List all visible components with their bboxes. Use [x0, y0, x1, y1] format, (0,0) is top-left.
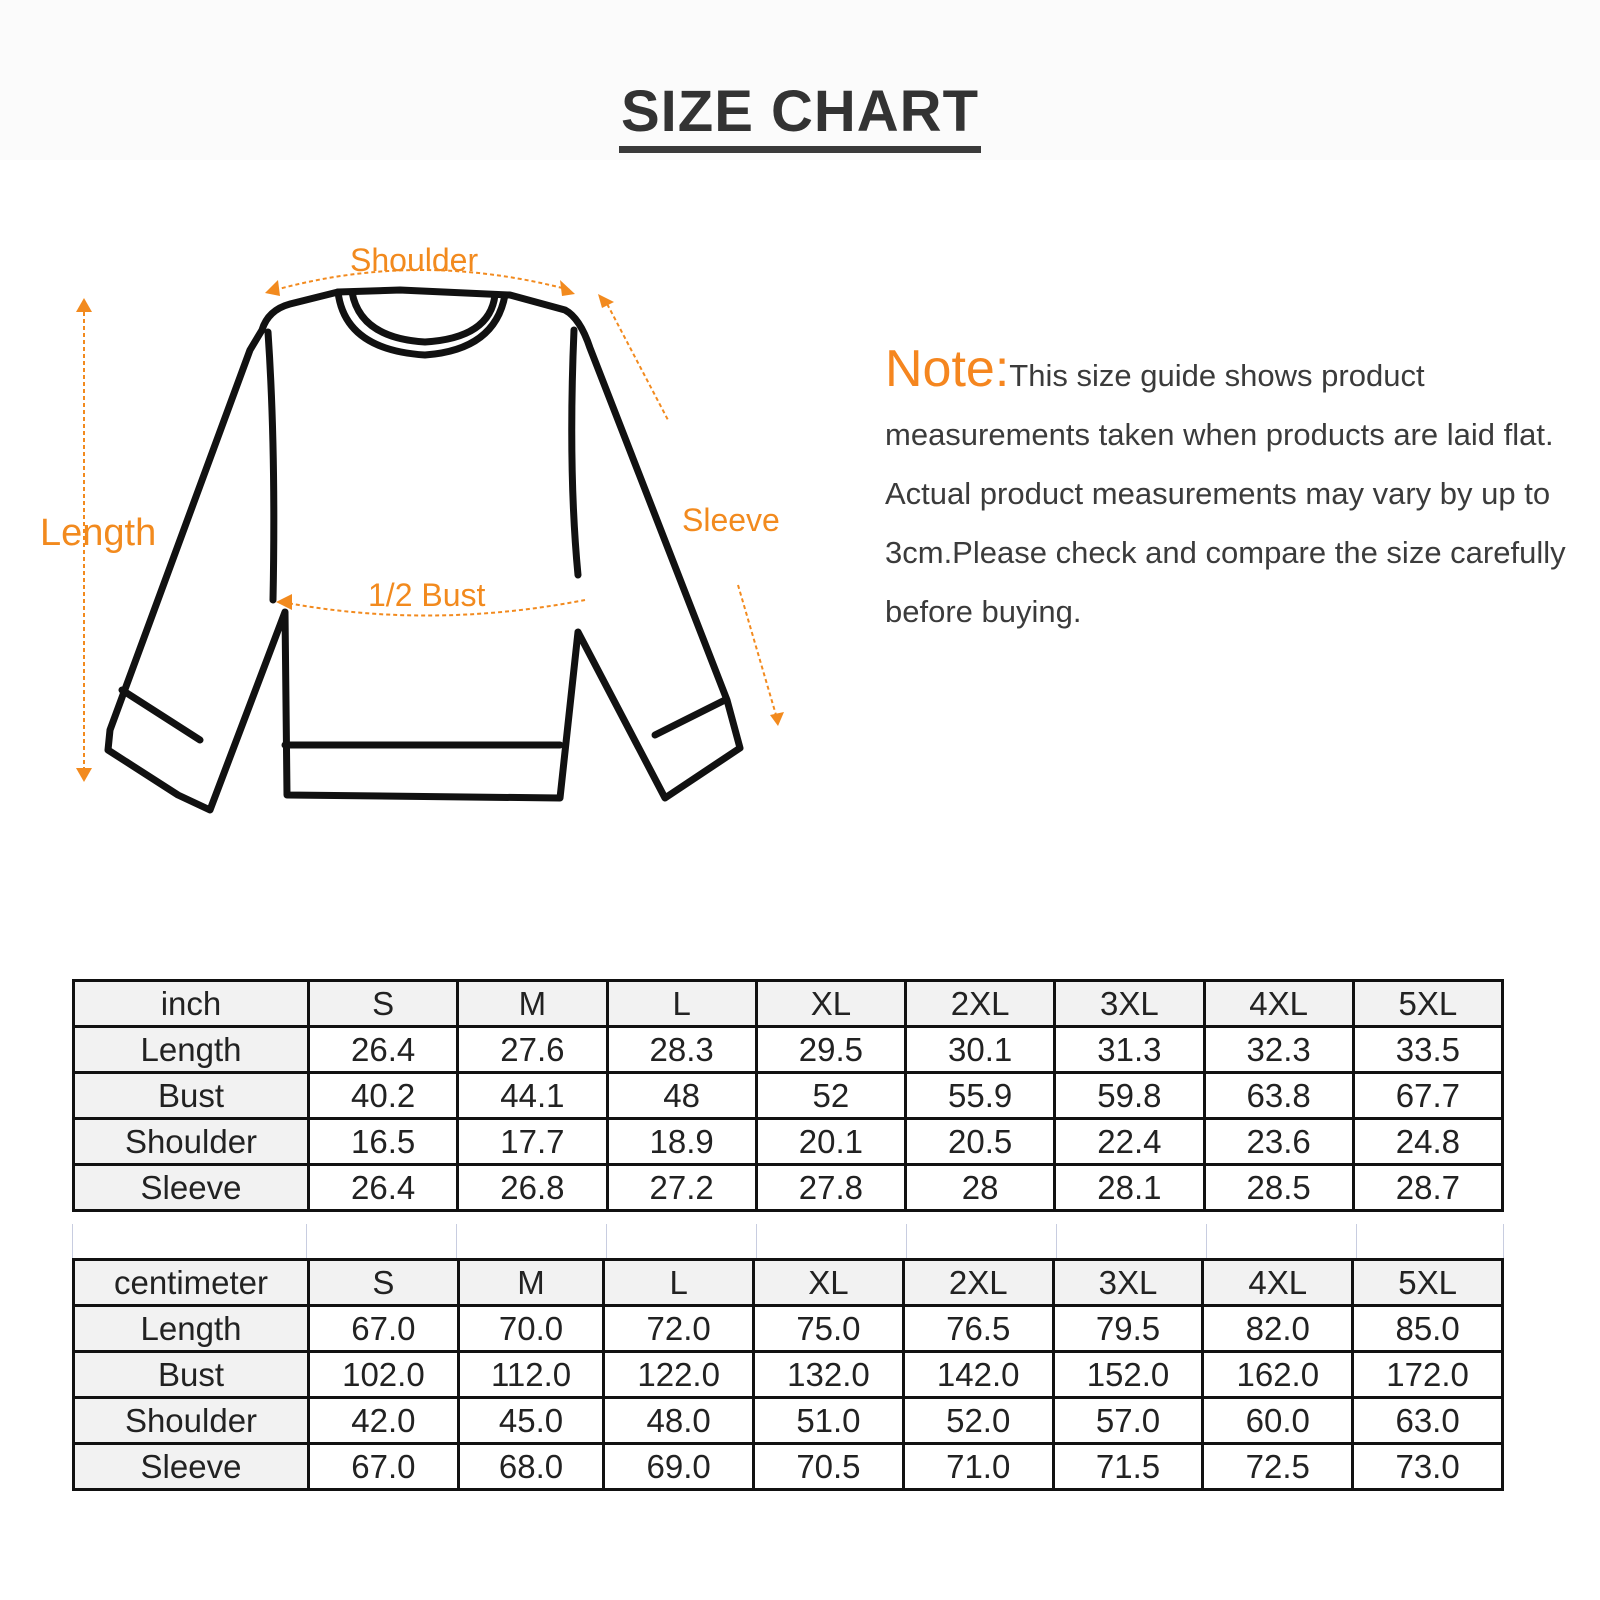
- cell: 42.0: [309, 1398, 459, 1444]
- cell: 85.0: [1353, 1306, 1503, 1352]
- size-header: M: [458, 981, 607, 1027]
- table-row: [74, 1165, 1503, 1211]
- cell: 68.0: [458, 1444, 603, 1490]
- cell: 70.0: [458, 1306, 603, 1352]
- cell: 67.0: [309, 1444, 459, 1490]
- bust-label: 1/2 Bust: [368, 577, 486, 613]
- garment-diagram: [0, 220, 840, 840]
- cell: 33.5: [1353, 1027, 1502, 1073]
- cell: 132.0: [754, 1352, 904, 1398]
- cell: 55.9: [906, 1073, 1055, 1119]
- cell: 28.1: [1055, 1165, 1204, 1211]
- row-label: Shoulder: [74, 1119, 309, 1165]
- spacer-line: [756, 1224, 757, 1260]
- size-header: 5XL: [1353, 1260, 1503, 1306]
- cell: 32.3: [1204, 1027, 1353, 1073]
- cell: 30.1: [906, 1027, 1055, 1073]
- note-block: [885, 340, 1575, 641]
- cell: 59.8: [1055, 1073, 1204, 1119]
- cell: 63.0: [1353, 1398, 1503, 1444]
- cell: 152.0: [1053, 1352, 1203, 1398]
- note-key: Note:: [885, 340, 1010, 398]
- table-header-row: [74, 1260, 1503, 1306]
- spacer-line: [72, 1224, 73, 1260]
- row-label: Shoulder: [74, 1398, 309, 1444]
- size-header: XL: [756, 981, 905, 1027]
- size-header: L: [604, 1260, 754, 1306]
- cell: 22.4: [1055, 1119, 1204, 1165]
- row-label: Sleeve: [74, 1165, 309, 1211]
- cell: 75.0: [754, 1306, 904, 1352]
- spacer-line: [456, 1224, 457, 1260]
- table-row: [74, 1398, 1503, 1444]
- page-title: SIZE CHART: [0, 78, 1600, 153]
- row-label: Length: [74, 1027, 309, 1073]
- cell: 45.0: [458, 1398, 603, 1444]
- size-header: 4XL: [1203, 1260, 1353, 1306]
- size-header: 4XL: [1204, 981, 1353, 1027]
- cell: 28: [906, 1165, 1055, 1211]
- cell: 102.0: [309, 1352, 459, 1398]
- cell: 122.0: [604, 1352, 754, 1398]
- cell: 82.0: [1203, 1306, 1353, 1352]
- cell: 69.0: [604, 1444, 754, 1490]
- cell: 20.1: [756, 1119, 905, 1165]
- cell: 63.8: [1204, 1073, 1353, 1119]
- table-row: [74, 1119, 1503, 1165]
- cell: 26.4: [309, 1165, 458, 1211]
- size-header: 2XL: [906, 981, 1055, 1027]
- row-label: Bust: [74, 1073, 309, 1119]
- spacer-line: [1206, 1224, 1207, 1260]
- spacer-line: [1503, 1224, 1504, 1260]
- cell: 27.2: [607, 1165, 756, 1211]
- cell: 51.0: [754, 1398, 904, 1444]
- cell: 172.0: [1353, 1352, 1503, 1398]
- cell: 18.9: [607, 1119, 756, 1165]
- cell: 57.0: [1053, 1398, 1203, 1444]
- spacer-line: [606, 1224, 607, 1260]
- size-header: 2XL: [903, 1260, 1053, 1306]
- cell: 76.5: [903, 1306, 1053, 1352]
- cell: 73.0: [1353, 1444, 1503, 1490]
- cell: 24.8: [1353, 1119, 1502, 1165]
- cell: 16.5: [309, 1119, 458, 1165]
- cell: 40.2: [309, 1073, 458, 1119]
- table-row: [74, 1027, 1503, 1073]
- cell: 28.5: [1204, 1165, 1353, 1211]
- cell: 52.0: [903, 1398, 1053, 1444]
- sleeve-label: Sleeve: [682, 502, 780, 538]
- note-text: This size guide shows product measurements taken when products are laid flat. Actual product measurements may vary by up to 3cm.Please check and compare the size carefully before buying.: [885, 358, 1566, 629]
- size-header: M: [458, 1260, 603, 1306]
- cell: 71.0: [903, 1444, 1053, 1490]
- shoulder-label: Shoulder: [350, 242, 479, 278]
- cm-size-table: [72, 1258, 1504, 1491]
- cell: 28.7: [1353, 1165, 1502, 1211]
- length-label: Length: [40, 512, 157, 554]
- cell: 44.1: [458, 1073, 607, 1119]
- row-label: Length: [74, 1306, 309, 1352]
- cell: 48.0: [604, 1398, 754, 1444]
- row-label: Bust: [74, 1352, 309, 1398]
- cell: 27.8: [756, 1165, 905, 1211]
- table-header-row: [74, 981, 1503, 1027]
- size-header: S: [309, 981, 458, 1027]
- row-label: Sleeve: [74, 1444, 309, 1490]
- table-row: [74, 1444, 1503, 1490]
- spacer-line: [1056, 1224, 1057, 1260]
- cell: 67.0: [309, 1306, 459, 1352]
- table-row: [74, 1306, 1503, 1352]
- cell: 29.5: [756, 1027, 905, 1073]
- cell: 26.8: [458, 1165, 607, 1211]
- cell: 48: [607, 1073, 756, 1119]
- cell: 27.6: [458, 1027, 607, 1073]
- table-row: [74, 1073, 1503, 1119]
- cell: 71.5: [1053, 1444, 1203, 1490]
- size-header: L: [607, 981, 756, 1027]
- cell: 142.0: [903, 1352, 1053, 1398]
- cell: 79.5: [1053, 1306, 1203, 1352]
- cell: 17.7: [458, 1119, 607, 1165]
- cell: 70.5: [754, 1444, 904, 1490]
- cell: 162.0: [1203, 1352, 1353, 1398]
- size-header: 5XL: [1353, 981, 1502, 1027]
- table-row: [74, 1352, 1503, 1398]
- cell: 20.5: [906, 1119, 1055, 1165]
- cell: 28.3: [607, 1027, 756, 1073]
- cell: 72.5: [1203, 1444, 1353, 1490]
- unit-cell: inch: [74, 981, 309, 1027]
- spacer-line: [1356, 1224, 1357, 1260]
- spacer-line: [306, 1224, 307, 1260]
- cell: 60.0: [1203, 1398, 1353, 1444]
- cell: 52: [756, 1073, 905, 1119]
- unit-cell: centimeter: [74, 1260, 309, 1306]
- cell: 112.0: [458, 1352, 603, 1398]
- table-spacer: [72, 1224, 1504, 1260]
- size-header: XL: [754, 1260, 904, 1306]
- cell: 23.6: [1204, 1119, 1353, 1165]
- cell: 67.7: [1353, 1073, 1502, 1119]
- cell: 26.4: [309, 1027, 458, 1073]
- inch-size-table: [72, 979, 1504, 1212]
- size-header: S: [309, 1260, 459, 1306]
- cell: 31.3: [1055, 1027, 1204, 1073]
- spacer-line: [906, 1224, 907, 1260]
- size-header: 3XL: [1055, 981, 1204, 1027]
- cell: 72.0: [604, 1306, 754, 1352]
- size-header: 3XL: [1053, 1260, 1203, 1306]
